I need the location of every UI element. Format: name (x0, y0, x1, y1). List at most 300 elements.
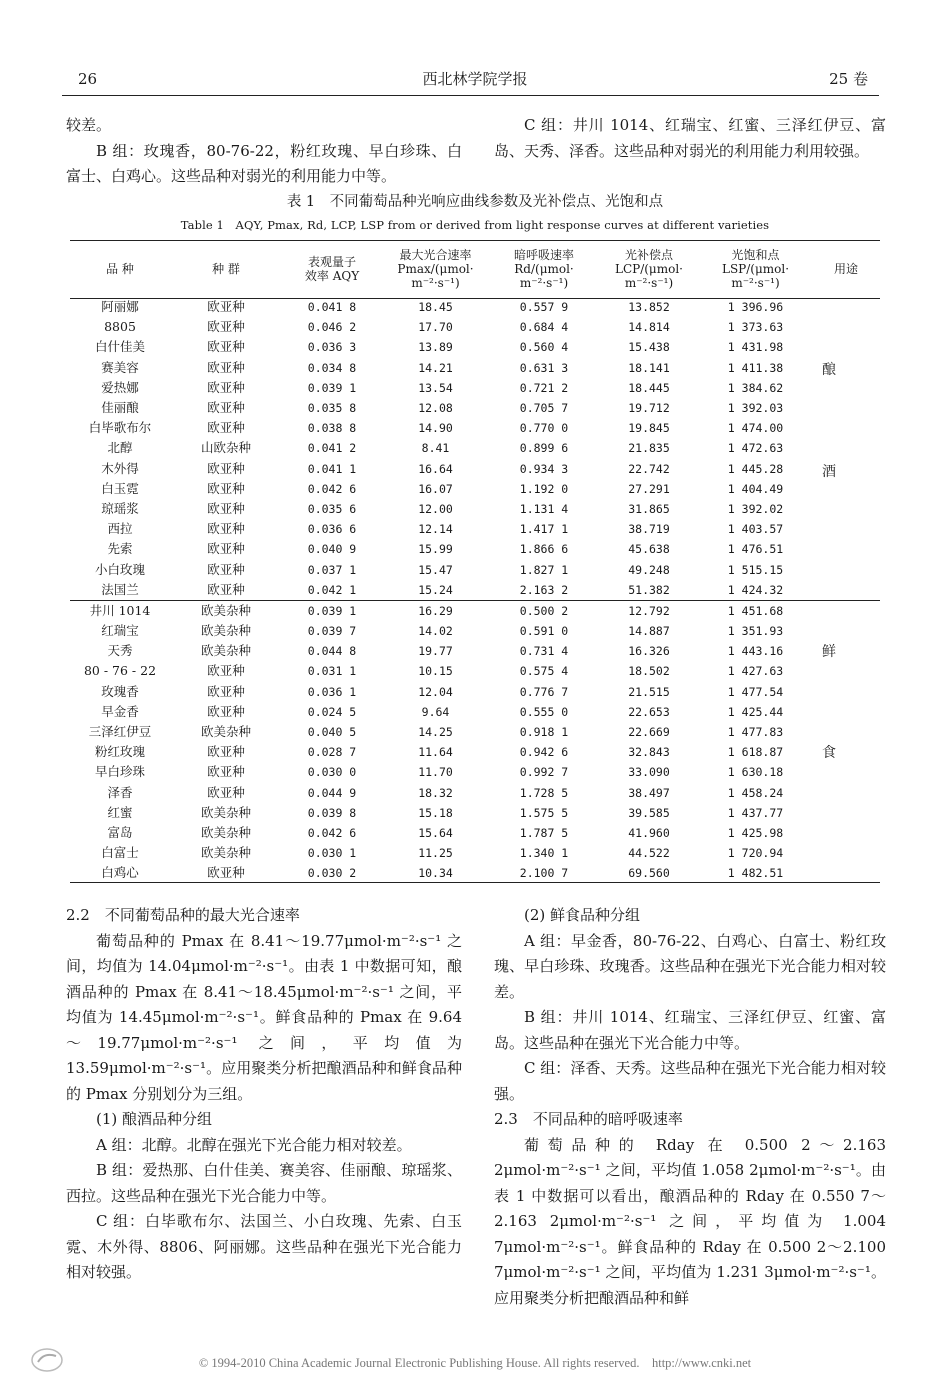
table-caption: 表 1 不同葡萄品种光响应曲线参数及光补偿点、光饱和点 (286, 194, 664, 210)
table-cell: 19.77 (418, 644, 453, 659)
table-cell: 欧亚种 (207, 541, 245, 557)
table-cell: 0.028 7 (307, 745, 357, 760)
table-cell: 欧亚种 (207, 299, 245, 315)
table-cell: 1 476.51 (727, 542, 784, 557)
column-header (282, 241, 382, 297)
table-cell: 1 515.15 (727, 562, 784, 577)
column-header-line: 表观量子 (307, 255, 356, 269)
table-cell: 1 472.63 (727, 441, 784, 456)
table-cell: 白玉霓 (101, 480, 139, 496)
table-cell: 1 445.28 (727, 461, 784, 476)
table-cell: 赛美容 (101, 359, 139, 375)
table-cell: 49.248 (628, 562, 670, 577)
table-cell (812, 600, 880, 621)
table-cell: 1 373.63 (727, 320, 784, 335)
table-cell: 0.500 2 (489, 600, 599, 621)
table-cell: 法国兰 (101, 581, 139, 597)
table-cell (812, 398, 880, 418)
table-cell (812, 317, 880, 337)
table-cell: 1 482.51 (727, 866, 784, 881)
table-row (70, 783, 880, 803)
column-header (599, 241, 699, 297)
table-cell: 1 411.38 (727, 360, 784, 375)
table-cell: 41.960 (628, 825, 670, 840)
table-cell: 西拉 (107, 521, 133, 537)
table-row (70, 438, 880, 458)
header-rule (62, 95, 879, 96)
table-cell: 红瑞宝 (101, 623, 139, 639)
table-row (70, 317, 880, 337)
table-cell: 0.046 2 (307, 320, 357, 335)
paragraph: (1) 酿酒品种分组 (96, 1110, 213, 1128)
table-cell: 38.719 (628, 522, 670, 537)
table-cell: 15.24 (418, 582, 453, 597)
table-cell: 0.041 2 (307, 441, 357, 456)
table-cell: 0.899 6 (519, 441, 569, 456)
table-cell: 9.64 (421, 704, 450, 719)
table-row (70, 358, 880, 378)
table-cell: 北醇 (107, 440, 133, 456)
table-cell (812, 823, 880, 843)
table-row (70, 661, 880, 681)
table-cell: 1 403.57 (727, 522, 784, 537)
table-row (70, 499, 880, 519)
table-cell: 1 431.98 (727, 340, 784, 355)
table-cell: 0.039 1 (307, 380, 357, 395)
table-row (70, 863, 880, 883)
table-cell: 白什佳美 (94, 339, 145, 355)
table-cell: 0.044 8 (307, 644, 357, 659)
table-cell: 泽香 (107, 784, 133, 800)
table-cell: 天秀 (107, 643, 133, 659)
table-cell (812, 682, 880, 702)
table-cell: 14.887 (628, 624, 670, 639)
column-header-line: 种 群 (212, 262, 240, 276)
table-cell: 1 427.63 (727, 664, 784, 679)
table-cell: 12.00 (418, 501, 453, 516)
copyright-footer: © 1994-2010 China Academic Journal Electronic Publishing House. All rights reserved. http://www.cnki.net (198, 1356, 752, 1370)
column-header-line: m⁻²·s⁻¹) (624, 276, 674, 290)
table-cell: 山欧杂种 (200, 440, 251, 456)
table-cell: 0.557 9 (519, 300, 569, 315)
table-cell: 19.845 (628, 421, 670, 436)
paragraph: A 组：北醇。北醇在强光下光合能力相对较差。 (96, 1135, 412, 1154)
top-left-text (66, 113, 462, 190)
column-header-line: m⁻²·s⁻¹) (731, 276, 780, 290)
table-cell (812, 722, 880, 742)
table-cell: 1.340 1 (519, 846, 569, 861)
table-cell: 1.131 4 (519, 501, 569, 516)
table-cell: 38.497 (628, 785, 670, 800)
table-cell: 0.036 1 (307, 684, 357, 699)
table-row (70, 762, 880, 782)
table-cell (812, 863, 880, 883)
table-cell: 0.039 8 (307, 805, 357, 820)
table-row (70, 742, 880, 762)
table-cell: 欧亚种 (207, 744, 245, 760)
table-cell: 14.25 (418, 725, 453, 740)
column-header-line: 光补偿点 (624, 248, 673, 262)
table-cell: 欧美杂种 (200, 724, 251, 740)
table-cell: 粉红玫瑰 (94, 744, 145, 760)
table-cell: 15.99 (418, 542, 453, 557)
table-cell: 1.787 5 (519, 825, 569, 840)
table-cell: 0.024 5 (307, 704, 357, 719)
table-cell: 16.64 (418, 461, 453, 476)
table-cell: 欧亚种 (207, 500, 245, 516)
table-row (70, 297, 880, 317)
table-cell: 16.29 (382, 600, 489, 621)
table-cell: 0.992 7 (519, 765, 569, 780)
table-cell (812, 297, 880, 317)
table-cell: 16.326 (628, 644, 670, 659)
table-cell: 0.040 5 (307, 725, 357, 740)
table-row (70, 803, 880, 823)
table-cell: 0.034 8 (307, 360, 357, 375)
table-cell (812, 803, 880, 823)
table-cell (812, 661, 880, 681)
paragraph: B 组：井川 1014、红瑞宝、三泽红伊豆、红蜜、富岛。这些品种在强光下光合能力中等。 (494, 1008, 886, 1052)
table-cell: 15.47 (418, 562, 453, 577)
table-cell: 39.585 (628, 805, 670, 820)
table-cell: 8.41 (421, 441, 450, 456)
table-cell: 木外得 (101, 460, 139, 476)
table-row (70, 641, 880, 661)
table-cell (812, 783, 880, 803)
table-cell: 12.04 (418, 684, 453, 699)
column-header (170, 241, 282, 297)
table-cell: 欧亚种 (207, 420, 245, 436)
table-cell: 1 392.02 (727, 501, 784, 516)
table-cell: 欧亚种 (207, 581, 245, 597)
table-cell: 18.45 (418, 300, 453, 315)
table-cell: 10.34 (418, 866, 453, 881)
table-cell: 欧美杂种 (170, 600, 282, 621)
table-cell (812, 438, 880, 458)
table-cell: 22.669 (628, 725, 670, 740)
table-cell: 三泽红伊豆 (88, 724, 152, 740)
table-cell: 0.042 1 (307, 582, 357, 597)
table-cell: 0.030 0 (307, 765, 357, 780)
table-row (70, 519, 880, 539)
table-cell: 0.942 6 (519, 745, 569, 760)
table-cell: 欧美杂种 (200, 845, 251, 861)
table-cell: 0.038 8 (307, 421, 357, 436)
table-cell (812, 702, 880, 722)
use-label: 食 (822, 745, 836, 761)
table-row (70, 600, 880, 621)
table-cell: 0.575 4 (519, 664, 569, 679)
left-column (66, 903, 462, 1286)
paragraph: A 组：早金香，80-76-22、白鸡心、白富士、粉红玫瑰、早白珍珠、玫瑰香。这些品种在强光下光合能力相对较差。 (494, 931, 886, 1001)
table-cell: 欧亚种 (207, 521, 245, 537)
paragraph: 葡萄品种的 Pmax 在 8.41～19.77μmol·m⁻²·s⁻¹ 之间，均值为 14.04μmol·m⁻²·s⁻¹。由表 1 中数据可知，酿酒品种的 Pmax 在 8.41～18.45μmol·m⁻²·s⁻¹ 之间，平均值为 14.45μmol·m⁻²·s⁻¹。鲜食品种的 Pmax 在 9.64～19.77μmol·m⁻²·s⁻¹ 之间，平均值为 13.59μmol·m⁻²·s⁻¹。应用聚类分析把酿酒品种和鲜食品种的 Pmax 分别划分为三组。 (66, 931, 462, 1103)
table-cell: 欧亚种 (207, 703, 245, 719)
table-cell: 1 437.77 (727, 805, 784, 820)
table-row (70, 682, 880, 702)
column-header-line: 品 种 (106, 262, 134, 276)
table-cell: 11.25 (418, 846, 453, 861)
table-cell: 0.035 6 (307, 501, 357, 516)
table-cell: 1.728 5 (519, 785, 569, 800)
table-header-row (70, 241, 880, 297)
table-cell: 1.575 5 (519, 805, 569, 820)
table-cell: 15.64 (418, 825, 453, 840)
table-cell: 0.035 8 (307, 401, 357, 416)
column-header (382, 241, 489, 297)
table-cell: 13.89 (418, 340, 453, 355)
table-cell: 31.865 (628, 501, 670, 516)
table-cell: 1 451.68 (699, 600, 812, 621)
table-cell: 0.042 6 (307, 825, 357, 840)
table-cell: 欧亚种 (207, 683, 245, 699)
paragraph: C 组：泽香、天秀。这些品种在强光下光合能力相对较强。 (494, 1059, 886, 1103)
use-label: 酒 (822, 464, 836, 480)
table-cell: 1 384.62 (727, 380, 784, 395)
table-cell: 22.742 (628, 461, 670, 476)
table-cell: 1.827 1 (519, 562, 569, 577)
table-cell: 井川 1014 (70, 600, 170, 621)
column-header-line: m⁻²·s⁻¹) (519, 276, 569, 290)
table-cell: 0.934 3 (519, 461, 569, 476)
table-cell: 0.591 0 (519, 624, 569, 639)
table-row (70, 621, 880, 641)
table-cell: 琼瑶浆 (101, 500, 139, 516)
table-cell: 33.090 (628, 765, 670, 780)
table-cell: 0.918 1 (519, 725, 569, 740)
table-cell: 富岛 (107, 824, 133, 840)
table-cell: 1 477.54 (727, 684, 784, 699)
table-cell: 14.90 (418, 421, 453, 436)
journal-title: 西北林学院学报 (422, 70, 528, 88)
table-cell: 欧亚种 (207, 784, 245, 800)
column-header (489, 241, 599, 297)
table-row (70, 722, 880, 742)
column-header-line: 用途 (833, 262, 858, 276)
table-cell: 佳丽酿 (101, 400, 139, 416)
table-cell: 0.031 1 (307, 664, 357, 679)
table-cell: 14.21 (418, 360, 453, 375)
table-cell: 1.417 1 (519, 522, 569, 537)
table-cell: 0.560 4 (519, 340, 569, 355)
table-cell: 早白珍珠 (94, 764, 145, 780)
column-header-line: 暗呼吸速率 (513, 248, 574, 262)
table-cell: 18.141 (628, 360, 670, 375)
section-heading: 2.2 不同葡萄品种的最大光合速率 (66, 906, 300, 924)
table-cell: 1 630.18 (727, 765, 784, 780)
table-cell: 0.721 2 (519, 380, 569, 395)
table-cell: 8805 (104, 319, 136, 335)
data-table (70, 241, 880, 883)
table-row (70, 398, 880, 418)
table-row (70, 337, 880, 357)
table-cell: 欧亚种 (207, 764, 245, 780)
table-cell: 80 - 76 - 22 (83, 663, 157, 679)
table-cell: 欧美杂种 (200, 824, 251, 840)
table-cell: 0.039 1 (282, 600, 382, 621)
page-number: 26 (78, 70, 98, 88)
volume-label: 25 卷 (829, 70, 868, 88)
column-header (699, 241, 812, 297)
table-cell: 欧美杂种 (200, 804, 251, 820)
table-row (70, 539, 880, 559)
paragraph: 葡萄品种的 Rday 在 0.500 2～2.163 2μmol·m⁻²·s⁻¹ 之间，平均值 1.058 2μmol·m⁻²·s⁻¹。由表 1 中数据可以看出，酿酒品种的 Rday 在 0.550 7～2.163 2μmol·m⁻²·s⁻¹ 之间，平均值为 1.004 7μmol·m⁻²·s⁻¹。鲜食品种的 Rday 在 0.500 2～2.100 7μmol·m⁻²·s⁻¹ 之间，平均值为 1.231 3μmol·m⁻²·s⁻¹。应用聚类分析把酿酒品种和鲜 (494, 1135, 886, 1307)
table-cell: 12.792 (599, 600, 699, 621)
column-header-line: Rd/(μmol· (514, 262, 574, 276)
table-cell: 18.32 (418, 785, 453, 800)
column-header-line: LCP/(μmol· (614, 262, 683, 276)
table-cell: 17.70 (418, 320, 453, 335)
table-cell: 0.044 9 (307, 785, 357, 800)
table-cell: 欧亚种 (207, 865, 245, 881)
table-row (70, 843, 880, 863)
column-header-line: 最大光合速率 (399, 248, 472, 262)
table-cell: 14.02 (418, 624, 453, 639)
table-cell: 13.852 (628, 300, 670, 315)
paragraph: (2) 鲜食品种分组 (524, 906, 641, 924)
column-header-line: 光饱和点 (731, 248, 780, 262)
table-cell (812, 580, 880, 601)
table-cell: 19.712 (628, 401, 670, 416)
table-cell: 0.037 1 (307, 562, 357, 577)
table-cell: 0.041 1 (307, 461, 357, 476)
table-cell: 0.030 1 (307, 846, 357, 861)
table-cell: 11.70 (418, 765, 453, 780)
table-cell (812, 559, 880, 579)
table-cell: 11.64 (418, 745, 453, 760)
table-cell: 18.445 (628, 380, 670, 395)
table-row (70, 459, 880, 479)
table-cell: 12.08 (418, 401, 453, 416)
paragraph: B 组：爱热那、白什佳美、赛美容、佳丽酿、琼瑶浆、西拉。这些品种在强光下光合能力中等。 (66, 1161, 462, 1205)
table-row (70, 479, 880, 499)
table-cell: 欧亚种 (207, 400, 245, 416)
table-cell: 1 425.98 (727, 825, 784, 840)
table-cell: 欧亚种 (207, 561, 245, 577)
table-cell: 白毕歌布尔 (88, 420, 152, 436)
table-cell (812, 337, 880, 357)
table-cell: 2.100 7 (519, 866, 569, 881)
table-cell (812, 479, 880, 499)
table-cell: 1 392.03 (727, 401, 784, 416)
table-cell: 1 424.32 (727, 582, 784, 597)
table-cell: 先索 (107, 541, 133, 557)
table-row (70, 823, 880, 843)
table-cell: 0.036 6 (307, 522, 357, 537)
table-cell: 44.522 (628, 846, 670, 861)
table-cell: 1 425.44 (727, 704, 784, 719)
table-cell (812, 378, 880, 398)
table-cell: 21.515 (628, 684, 670, 699)
table-cell: 0.555 0 (519, 704, 569, 719)
table-cell: 欧美杂种 (200, 643, 251, 659)
table-cell: 欧亚种 (207, 339, 245, 355)
column-header-line: m⁻²·s⁻¹) (411, 276, 460, 290)
table-cell: 玫瑰香 (101, 683, 139, 699)
table-cell: 13.54 (418, 380, 453, 395)
table-cell: 欧亚种 (207, 480, 245, 496)
table-cell: 白富士 (101, 845, 139, 861)
table-cell: 0.036 3 (307, 340, 357, 355)
paragraph: C 组：井川 1014、红瑞宝、红蜜、三泽红伊豆、富岛、天秀、泽香。这些品种对弱光的利用能力利用较强。 (494, 116, 886, 160)
table-cell: 欧亚种 (207, 663, 245, 679)
table-cell: 0.042 6 (307, 481, 357, 496)
table-cell: 1 477.83 (727, 725, 784, 740)
table-cell: 12.14 (418, 522, 453, 537)
table-cell: 0.041 8 (307, 300, 357, 315)
section-heading: 2.3 不同品种的暗呼吸速率 (494, 1110, 683, 1128)
table-cell: 0.776 7 (519, 684, 569, 699)
table-cell: 0.030 2 (307, 866, 357, 881)
table-row (70, 559, 880, 579)
top-right-text (494, 113, 886, 164)
paragraph: C 组：白毕歌布尔、法国兰、小白玫瑰、先索、白玉霓、木外得、8806、阿丽娜。这些品种在强光下光合能力相对较强。 (66, 1212, 462, 1281)
table-cell: 早金香 (101, 703, 139, 719)
column-header (812, 241, 880, 297)
table-cell: 0.770 0 (519, 421, 569, 436)
table-cell (812, 621, 880, 641)
table-cell: 欧美杂种 (200, 623, 251, 639)
table-cell: 欧亚种 (207, 460, 245, 476)
table-row (70, 580, 880, 601)
table-cell: 1 474.00 (727, 421, 784, 436)
table-cell (812, 539, 880, 559)
table-cell: 45.638 (628, 542, 670, 557)
table-cell: 1 396.96 (727, 300, 784, 315)
use-label: 酿 (822, 362, 836, 378)
table-cell: 32.843 (628, 745, 670, 760)
paragraph: 较差。 (66, 116, 112, 134)
table-cell: 爱热娜 (101, 379, 139, 395)
table-cell: 0.705 7 (519, 401, 569, 416)
table-cell: 22.653 (628, 704, 670, 719)
table-cell: 0.684 4 (519, 320, 569, 335)
column-header-line: Pmax/(μmol· (397, 262, 474, 276)
table-cell: 15.18 (418, 805, 453, 820)
table-cell: 16.07 (418, 481, 453, 496)
table-cell: 15.438 (628, 340, 670, 355)
table-cell (812, 762, 880, 782)
table-cell: 0.631 3 (519, 360, 569, 375)
table-cell: 1.866 6 (519, 542, 569, 557)
table-cell: 27.291 (628, 481, 670, 496)
table-cell: 18.502 (628, 664, 670, 679)
column-header-line: LSP/(μmol· (721, 262, 790, 276)
column-header-line: 效率 AQY (304, 269, 360, 283)
table-cell: 21.835 (628, 441, 670, 456)
table-cell: 0.731 4 (519, 644, 569, 659)
column-header (70, 241, 170, 297)
table-cell: 阿丽娜 (101, 299, 139, 315)
table-cell: 1 404.49 (727, 481, 784, 496)
table-cell (812, 418, 880, 438)
use-label: 鲜 (822, 644, 836, 660)
table-cell (812, 499, 880, 519)
table-cell: 1 443.16 (727, 644, 784, 659)
table-cell: 2.163 2 (519, 582, 569, 597)
table-cell: 51.382 (628, 582, 670, 597)
table-body (70, 297, 880, 883)
table-cell (812, 843, 880, 863)
table-cell: 1 618.87 (727, 745, 784, 760)
table-caption-english: Table 1 AQY, Pmax, Rd, LCP, LSP from or derived from light response curves at different varieties (180, 218, 770, 232)
table-cell: 1 458.24 (727, 785, 784, 800)
table-cell: 69.560 (628, 866, 670, 881)
table-cell: 10.15 (418, 664, 453, 679)
table-cell: 0.040 9 (307, 542, 357, 557)
table-cell: 欧亚种 (207, 379, 245, 395)
table-cell: 欧亚种 (207, 359, 245, 375)
